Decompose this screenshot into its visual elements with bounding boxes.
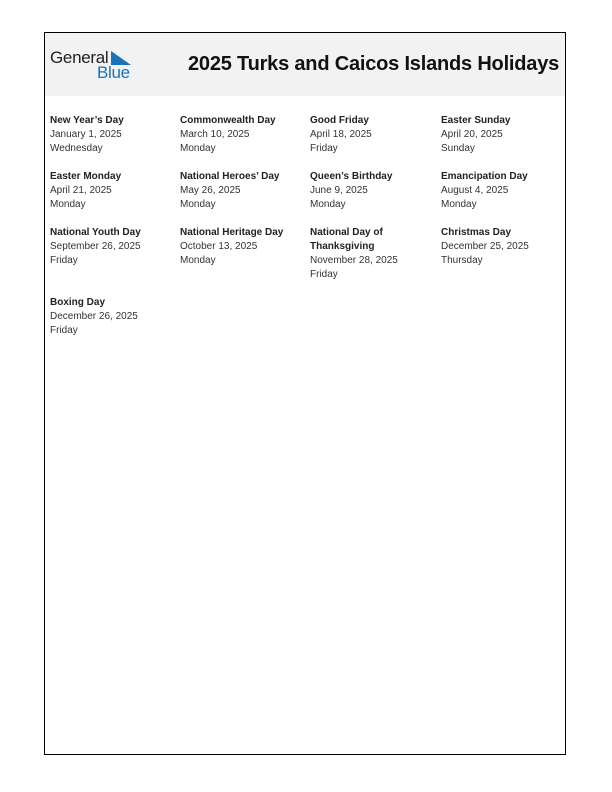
- holiday-name: Commonwealth Day: [180, 115, 276, 126]
- holiday-weekday: Friday: [310, 143, 338, 154]
- holiday-name: Good Friday: [310, 115, 369, 126]
- holiday-item: [310, 170, 441, 212]
- holiday-weekday: Monday: [180, 199, 216, 210]
- holiday-weekday: Wednesday: [50, 143, 103, 154]
- holiday-item: [180, 170, 310, 212]
- holiday-date: September 26, 2025: [50, 241, 141, 252]
- holiday-name: Boxing Day: [50, 297, 106, 308]
- holiday-name: Queen’s Birthday: [310, 171, 393, 182]
- holiday-item: [50, 114, 180, 156]
- holiday-name: New Year’s Day: [50, 115, 124, 126]
- holiday-item: [310, 114, 441, 156]
- holiday-weekday: Monday: [180, 255, 216, 266]
- holiday-list: [50, 114, 562, 338]
- holiday-date: April 20, 2025: [441, 129, 503, 140]
- holiday-weekday: Friday: [50, 255, 78, 266]
- holiday-weekday: Friday: [310, 269, 338, 280]
- holiday-name: National Heritage Day: [180, 227, 284, 238]
- holiday-date: March 10, 2025: [180, 129, 250, 140]
- holiday-item: [441, 170, 562, 212]
- holiday-date: October 13, 2025: [180, 241, 258, 252]
- holiday-date: April 18, 2025: [310, 129, 372, 140]
- holiday-weekday: Monday: [180, 143, 216, 154]
- holiday-name: Easter Sunday: [441, 115, 511, 126]
- header: [45, 33, 565, 96]
- holiday-name: National Day of Thanksgiving: [310, 227, 383, 252]
- holiday-name: Easter Monday: [50, 171, 122, 182]
- holiday-weekday: Monday: [441, 199, 477, 210]
- holiday-weekday: Monday: [50, 199, 86, 210]
- holiday-name: Emancipation Day: [441, 171, 528, 182]
- holiday-item: [50, 226, 180, 282]
- holiday-date: May 26, 2025: [180, 185, 241, 196]
- holiday-item: [441, 226, 562, 282]
- holiday-weekday: Sunday: [441, 143, 475, 154]
- holiday-date: November 28, 2025: [310, 255, 398, 266]
- holiday-date: June 9, 2025: [310, 185, 368, 196]
- holiday-name: Christmas Day: [441, 227, 512, 238]
- holiday-item: [50, 296, 180, 338]
- logo-word-general: General: [50, 48, 109, 67]
- page-title: 2025 Turks and Caicos Islands Holidays: [188, 53, 560, 75]
- logo: [50, 48, 140, 84]
- holiday-date: December 25, 2025: [441, 241, 529, 252]
- holiday-date: December 26, 2025: [50, 311, 138, 322]
- holiday-name: National Youth Day: [50, 227, 141, 238]
- holiday-item: [441, 114, 562, 156]
- holiday-date: January 1, 2025: [50, 129, 122, 140]
- holiday-date: August 4, 2025: [441, 185, 509, 196]
- holiday-item: [310, 226, 441, 282]
- holiday-item: [50, 170, 180, 212]
- holiday-name: National Heroes’ Day: [180, 171, 280, 182]
- holiday-item: [180, 226, 310, 282]
- holiday-date: April 21, 2025: [50, 185, 112, 196]
- holiday-weekday: Friday: [50, 325, 78, 336]
- holiday-item: [180, 114, 310, 156]
- logo-word-blue: Blue: [97, 63, 130, 82]
- holiday-weekday: Thursday: [441, 255, 483, 266]
- page-frame: [44, 32, 566, 755]
- holiday-weekday: Monday: [310, 199, 346, 210]
